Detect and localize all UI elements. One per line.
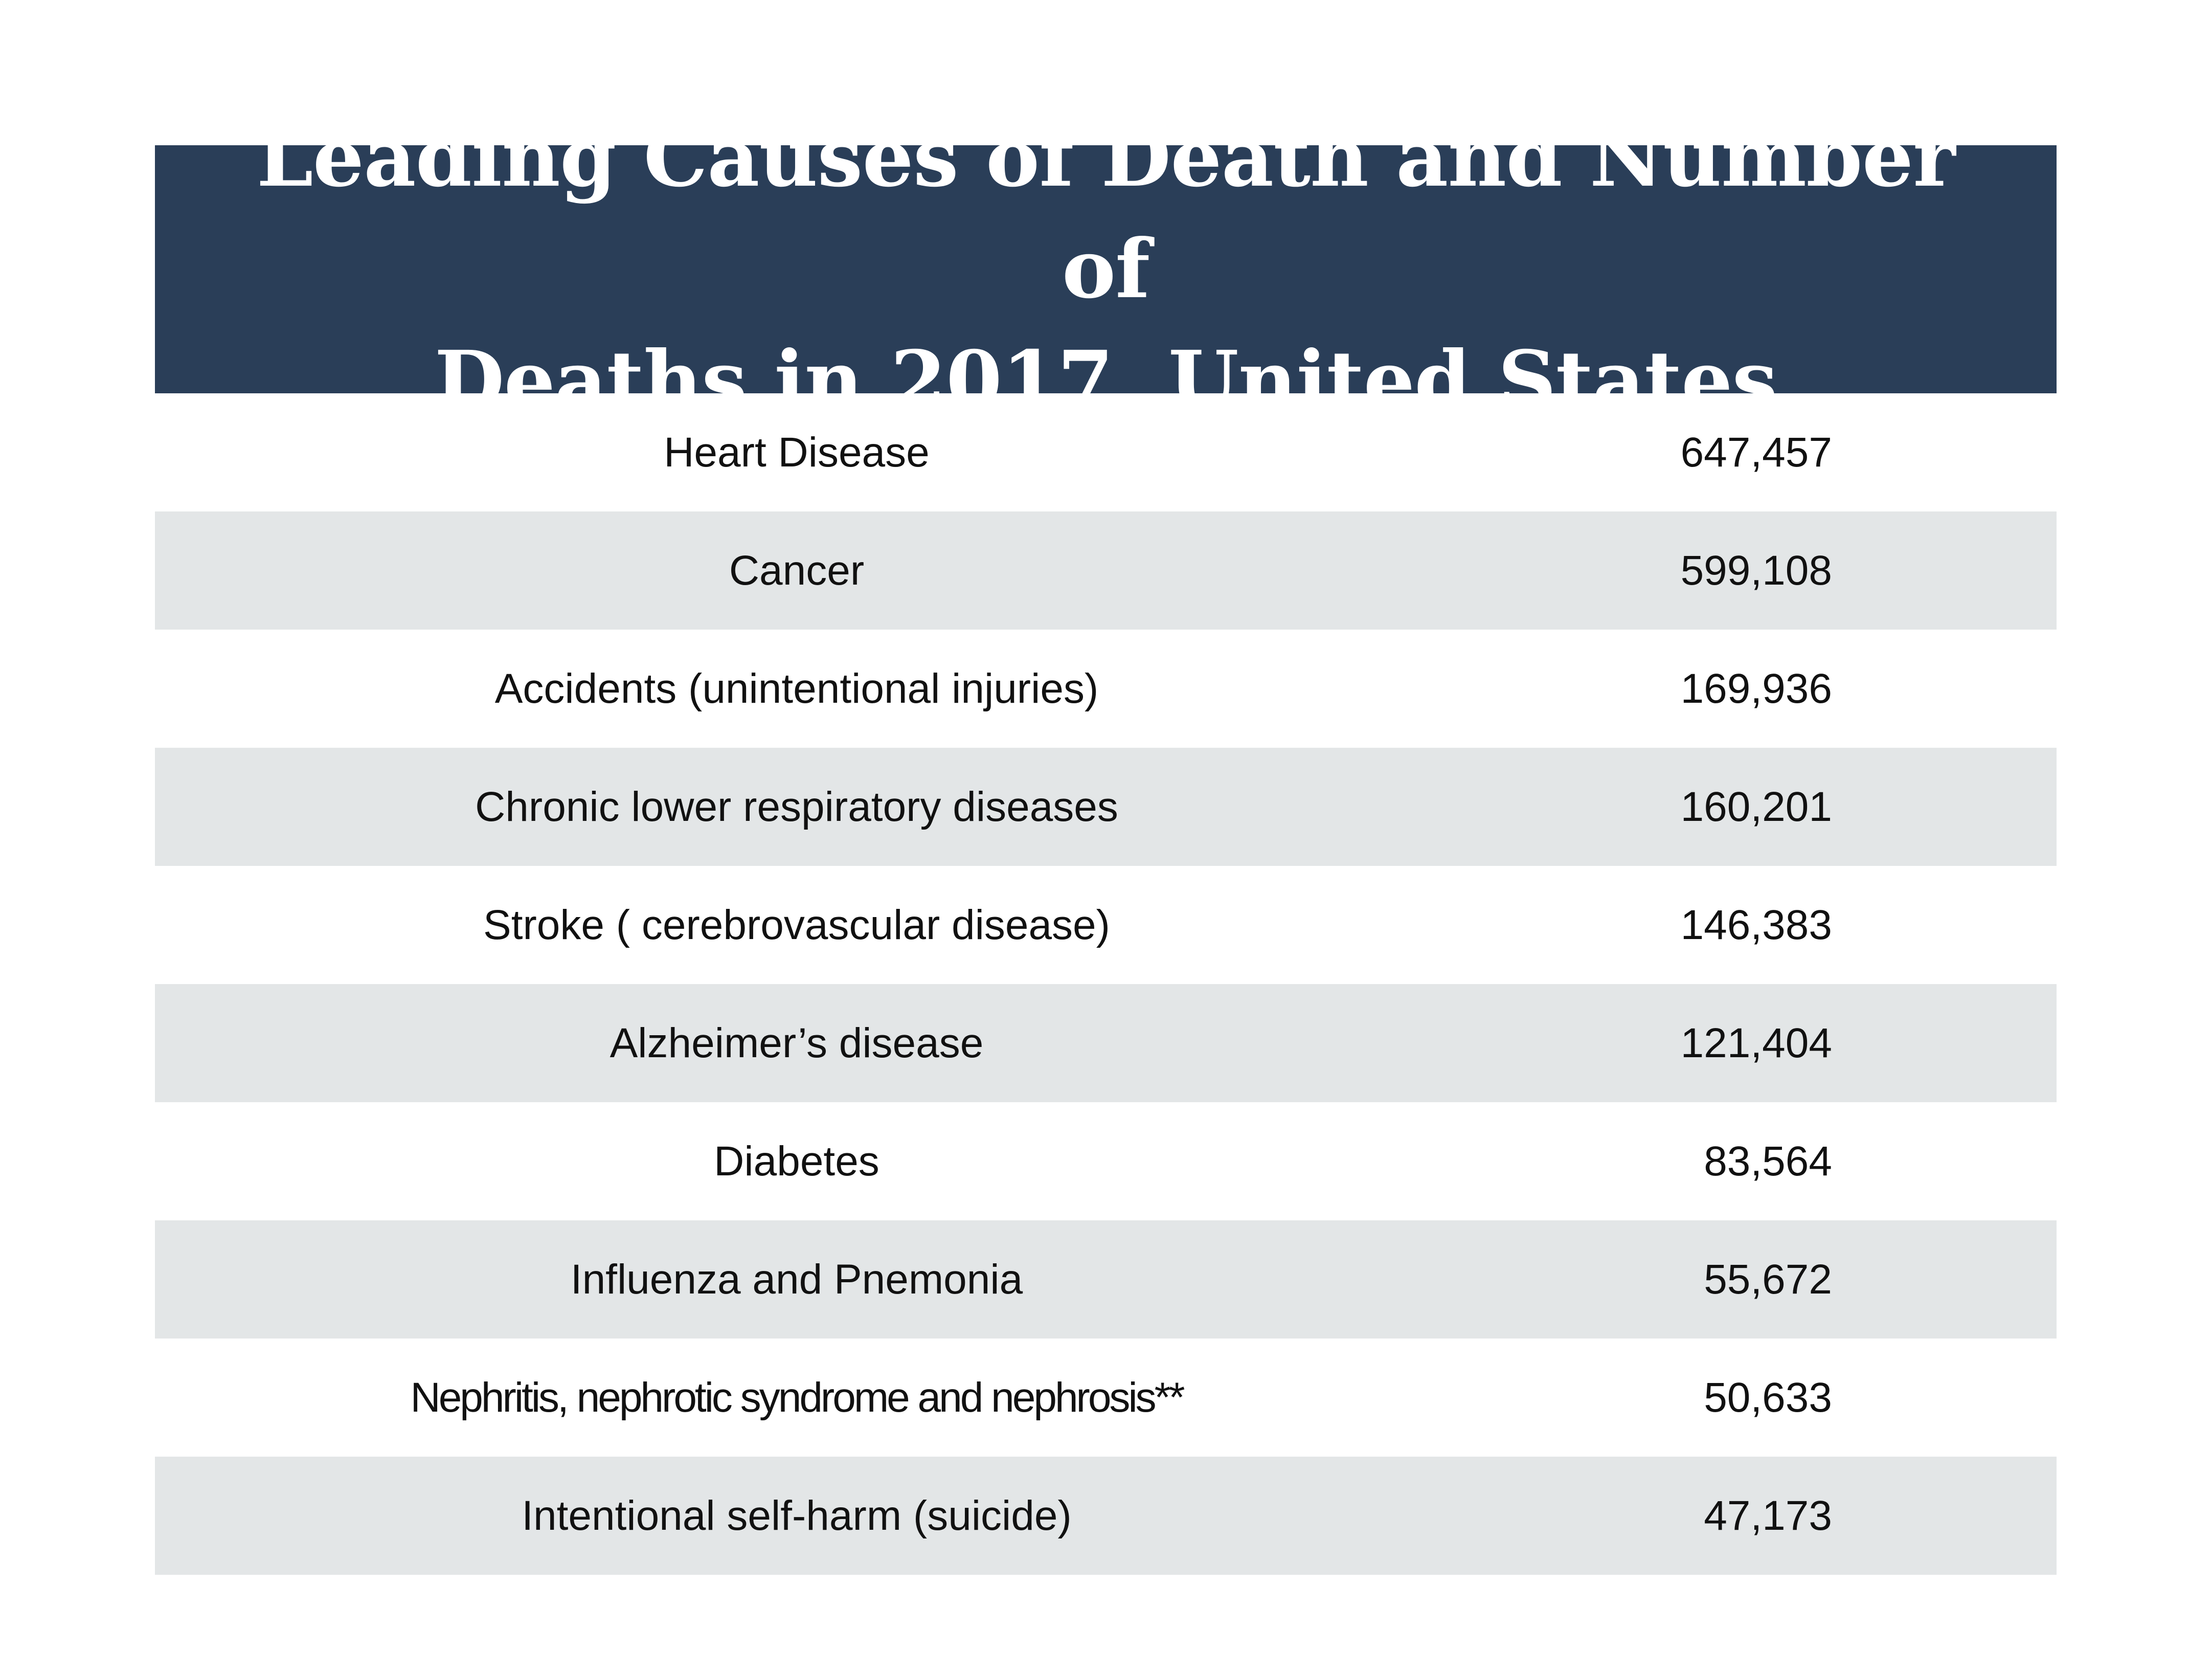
deaths-cell: 160,201: [1680, 783, 1832, 830]
table-row: [155, 984, 2057, 1102]
cause-cell: Chronic lower respiratory diseases: [475, 783, 1118, 830]
deaths-cell: 50,633: [1704, 1374, 1832, 1421]
cause-cell: Accidents (unintentional injuries): [494, 665, 1099, 712]
table-title: [216, 102, 1995, 437]
table-row: [155, 511, 2057, 630]
cause-cell: Influenza and Pnemonia: [570, 1256, 1023, 1303]
table-title-line-1: Leading Causes of Death and Number of: [256, 110, 1955, 317]
table-title-line-2: Deaths in 2017, United States: [434, 333, 1777, 428]
table-row: [155, 748, 2057, 866]
deaths-cell: 169,936: [1680, 665, 1832, 712]
table-row: [155, 1339, 2057, 1457]
table-title-bar: [155, 110, 2057, 428]
cause-cell: Heart Disease: [664, 429, 930, 476]
table-row: [155, 1102, 2057, 1220]
causes-of-death-table: [155, 110, 2057, 1575]
deaths-cell: 599,108: [1680, 547, 1832, 594]
cause-cell: Diabetes: [714, 1137, 879, 1185]
deaths-cell: 121,404: [1680, 1019, 1832, 1066]
cause-cell: Stroke ( cerebrovascular disease): [483, 901, 1110, 948]
deaths-cell: 55,672: [1704, 1256, 1832, 1303]
cause-cell: Intentional self-harm (suicide): [522, 1492, 1072, 1539]
deaths-cell: 83,564: [1704, 1137, 1832, 1185]
table-row: [155, 630, 2057, 748]
cause-cell: Cancer: [729, 547, 865, 594]
table-row: [155, 866, 2057, 984]
table-row: [155, 1220, 2057, 1339]
deaths-cell: 146,383: [1680, 901, 1832, 948]
table-row: [155, 1457, 2057, 1575]
cause-cell: Nephritis, nephrotic syndrome and nephrosis**: [410, 1374, 1183, 1421]
cause-cell: Alzheimer’s disease: [610, 1019, 984, 1066]
deaths-cell: 47,173: [1704, 1492, 1832, 1539]
deaths-cell: 647,457: [1680, 429, 1832, 476]
